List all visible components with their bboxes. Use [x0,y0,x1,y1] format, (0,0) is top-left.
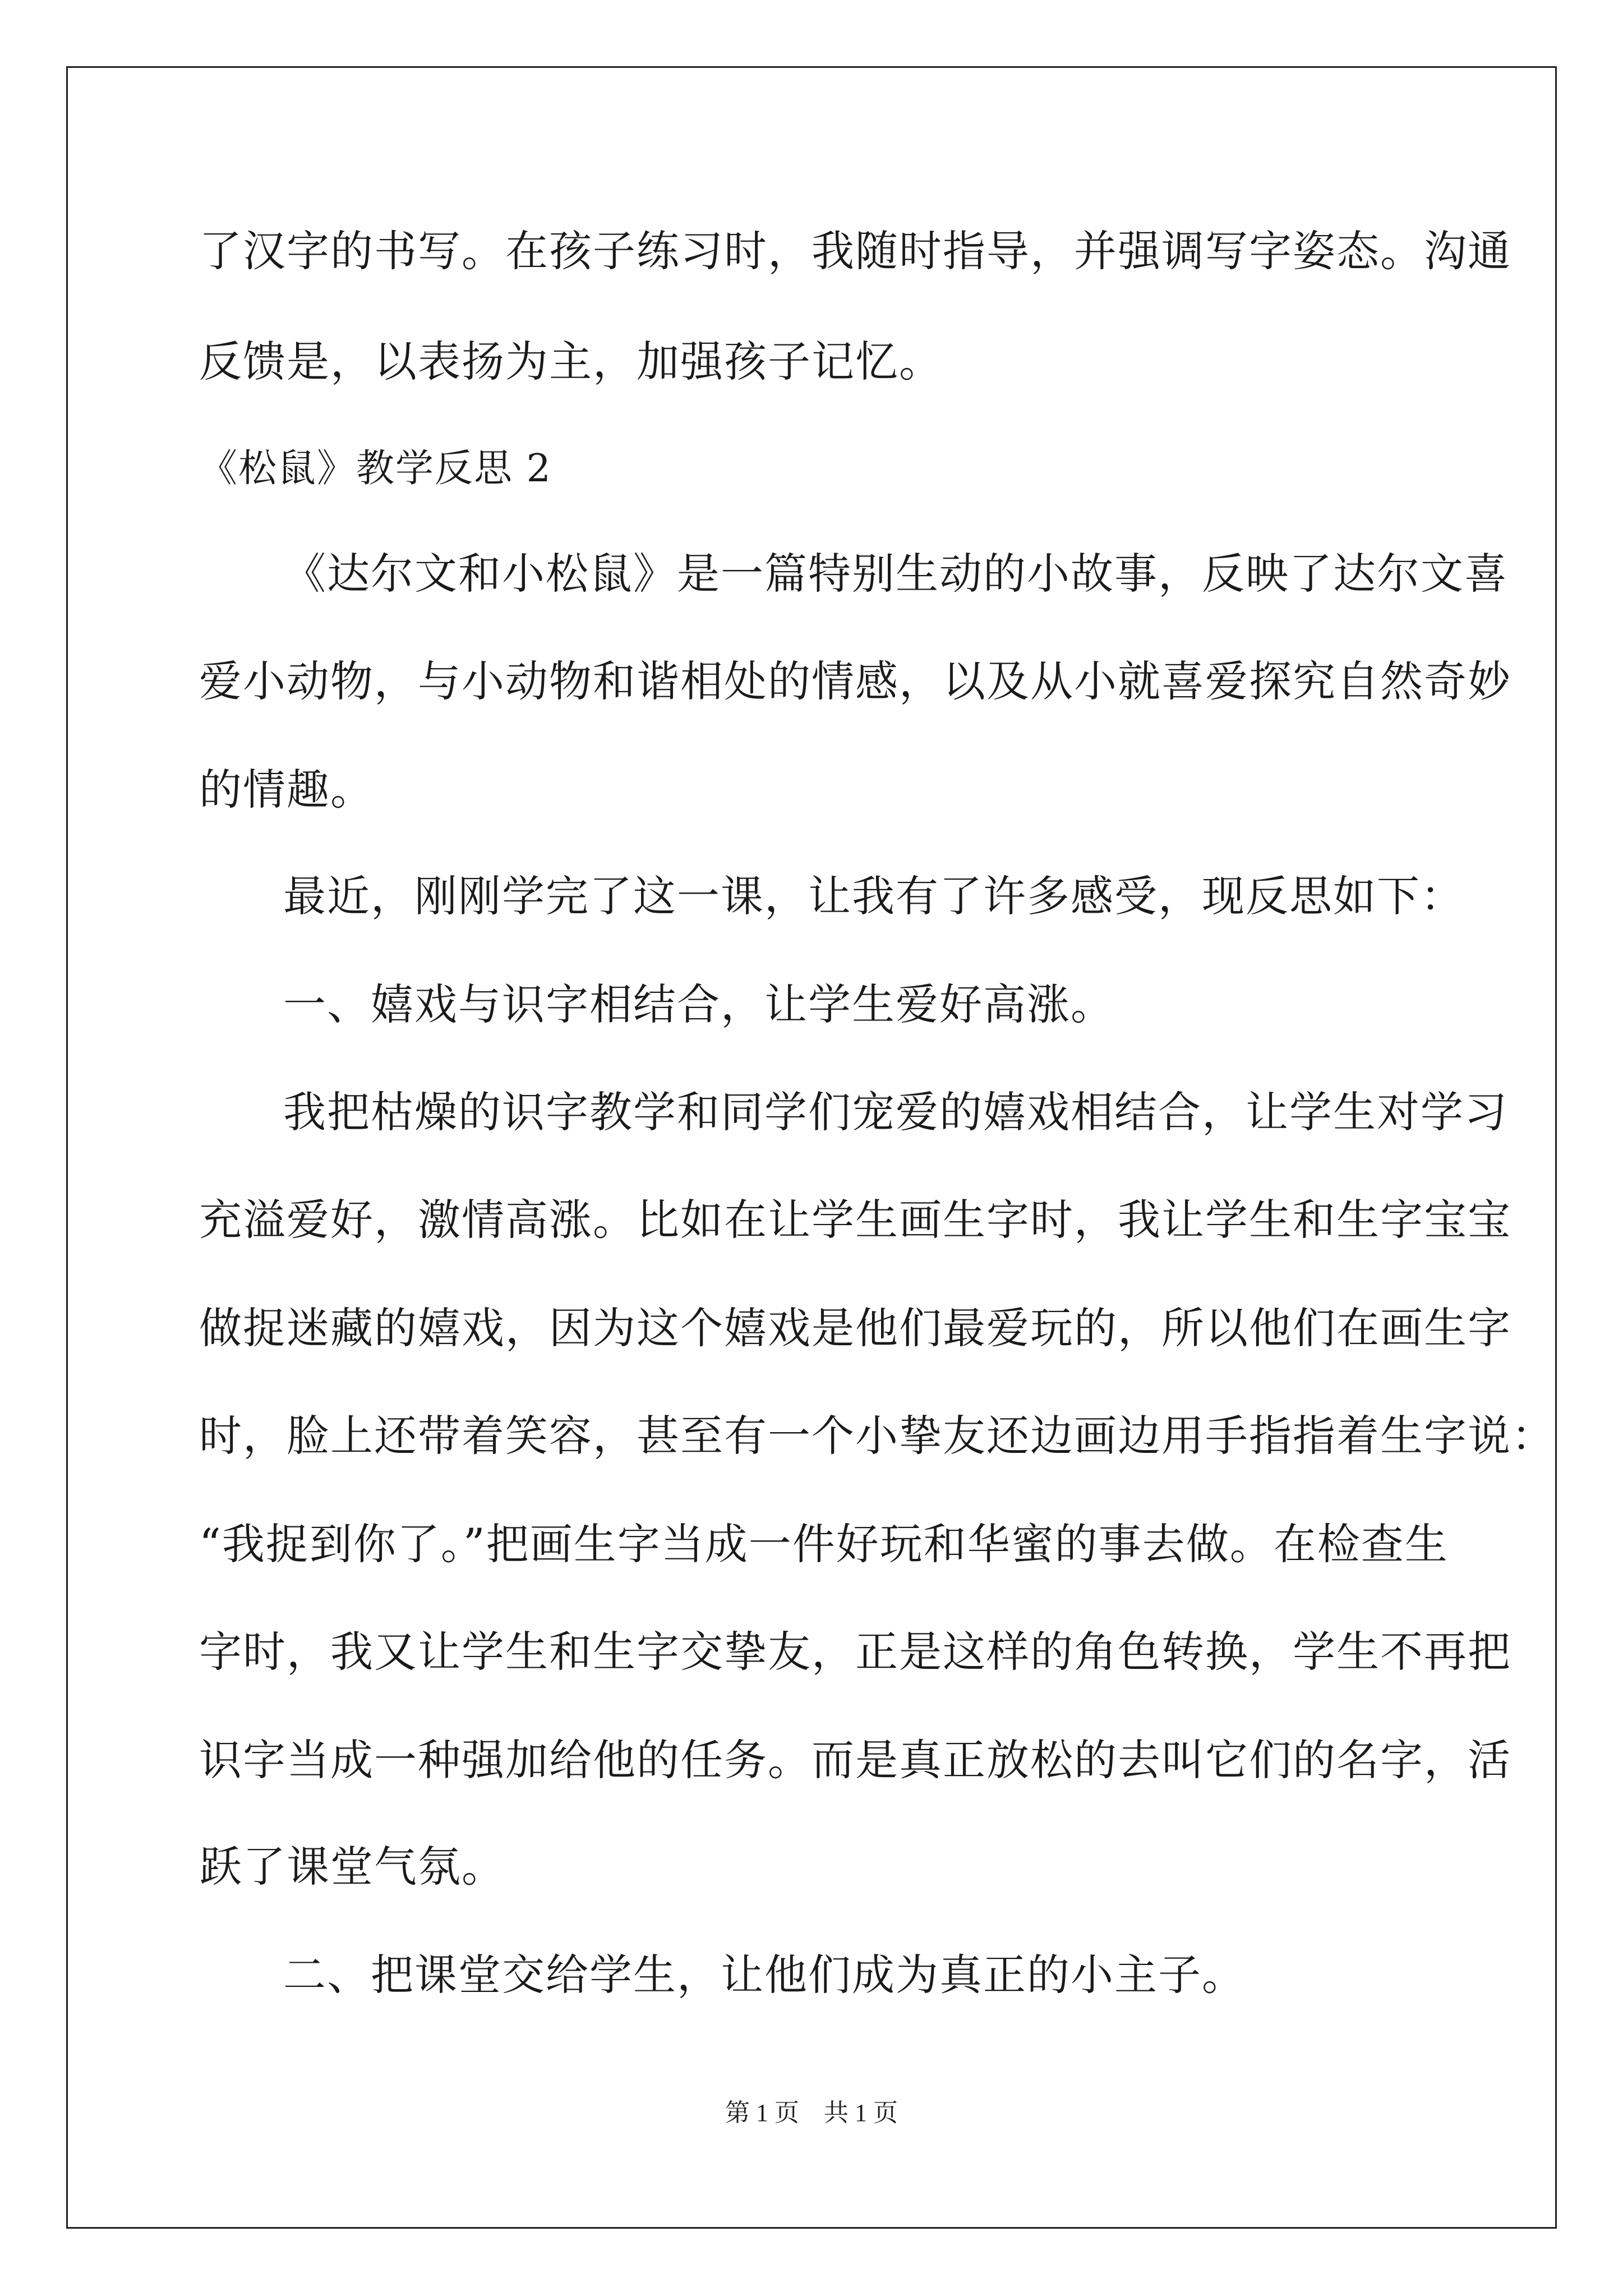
text-line: 识字当成一种强加给他的任务。而是真正放松的去叫它们的名字，活 [199,1735,1511,1785]
text-line: 《达尔文和小松鼠》是一篇特别生动的小故事，反映了达尔文喜 [283,549,1508,599]
page-footer: 第 1 页 共 1 页 [725,2099,898,2127]
text-line: 跃了课堂气氛。 [199,1842,505,1892]
text-line: 充溢爱好，激情高涨。比如在让学生画生字时，我让学生和生字宝宝 [199,1195,1511,1245]
text-line: 爱小动物，与小动物和谐相处的情感，以及从小就喜爱探究自然奇妙 [199,656,1511,706]
text-line: 了汉字的书写。在孩子练习时，我随时指导，并强调写字姿态。沟通 [199,226,1511,276]
text-line: 做捉迷藏的嬉戏，因为这个嬉戏是他们最爱玩的，所以他们在画生字 [199,1303,1511,1353]
section-heading: 《松鼠》教学反思 2 [199,447,552,491]
text-line: 反馈是，以表扬为主，加强孩子记忆。 [199,337,943,386]
text-line: 的情趣。 [199,765,374,815]
text-line: 二、把课堂交给学生，让他们成为真正的小主子。 [283,1950,1246,2000]
text-line: 时，脸上还带着笑容，甚至有一个小挚友还边画边用手指指着生字说： [199,1411,1555,1461]
text-line: 一、嬉戏与识字相结合，让学生爱好高涨。 [283,979,1114,1029]
text-line: 字时，我又让学生和生字交挚友，正是这样的角色转换，学生不再把 [199,1627,1511,1677]
text-line: 我把枯燥的识字教学和同学们宠爱的嬉戏相结合，让学生对学习 [283,1087,1508,1137]
text-line: “我捉到你了。”把画生字当成一件好玩和华蜜的事去做。在检查生 [199,1519,1449,1569]
text-line: 最近，刚刚学完了这一课，让我有了许多感受，现反思如下： [283,871,1464,921]
page-border [66,66,1557,2229]
